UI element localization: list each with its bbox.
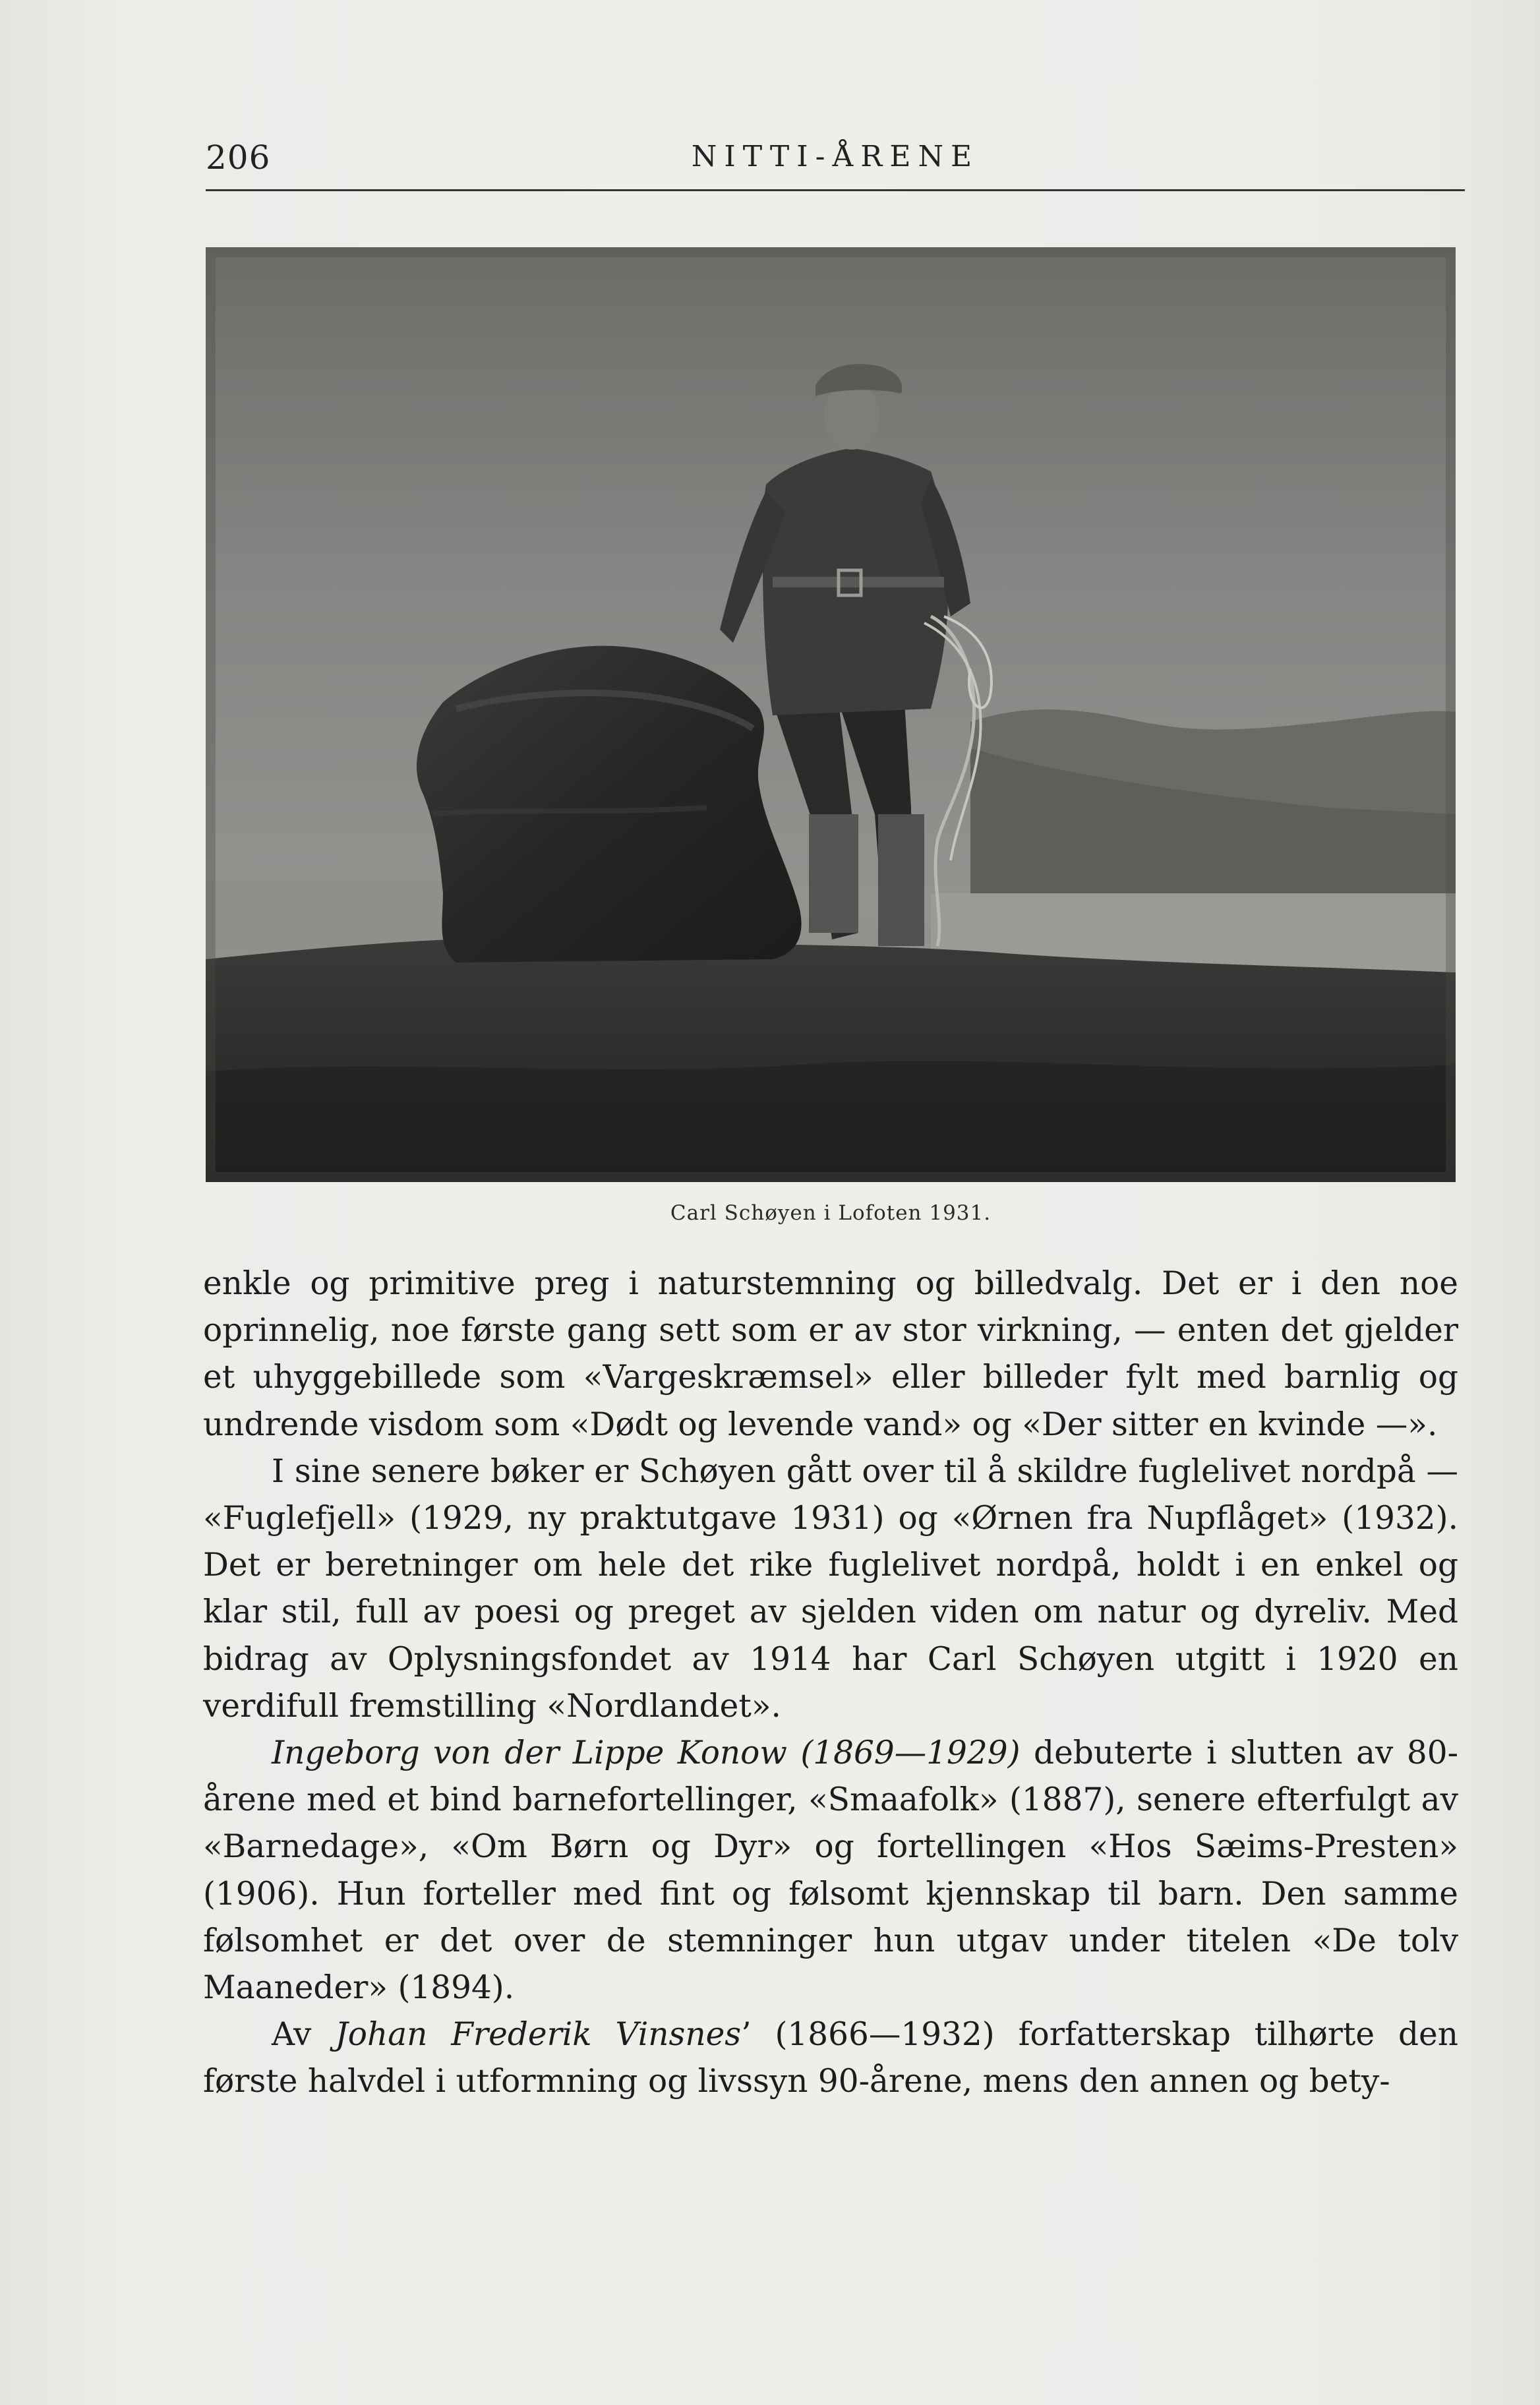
running-title: NITTI-ÅRENE <box>691 140 980 173</box>
photograph-icon <box>206 247 1456 1182</box>
author-name-vinsnes: Johan Frederik Vinsnes <box>335 2016 742 2054</box>
author-name-konow: Ingeborg von der Lippe Konow (1869—1929) <box>272 1735 1021 1772</box>
body-text <box>203 1261 1458 2106</box>
paragraph-4 <box>203 2011 1458 2105</box>
page-header <box>206 132 1465 178</box>
photograph <box>206 247 1456 1182</box>
paragraph-3-text: debuterte i slutten av 80-årene med et bind barnefortellinger, «Smaafolk» (1887), senere efterfulgt av «Barnedage», «Om Børn og Dyr» og fortellingen «Hos Sæims-Presten» (1906). Hun forteller med fint og følsomt kjennskap til barn. Den samme følsomhet er det over de stemninger hun utgav under titelen «De tolv Maaneder» (1894). <box>203 1735 1458 2007</box>
paragraph-2: I sine senere bøker er Schøyen gått over til å skildre fuglelivet nordpå — «Fuglefjell» (1929, ny praktutgave 1931) og «Ørnen fra Nupflåget» (1932). Det er beretninger om hele det rike fuglelivet nordpå, holdt i en enkel og klar stil, full av poesi og preget av sjelden viden om natur og dyreliv. Med bidrag av Oplysningsfondet av 1914 har Carl Schøyen utgitt i 1920 en verdifull fremstilling «Nordlandet». <box>203 1452 1458 1725</box>
paragraph-4-text: ’ (1866—1932) forfatterskap tilhørte den første halvdel i utformning og livssyn 90-årene, mens den annen og bety- <box>203 2016 1458 2100</box>
header-rule <box>206 189 1465 191</box>
paragraph-3 <box>203 1730 1458 2011</box>
page-number: 206 <box>206 138 271 177</box>
paragraph-1: enkle og primitive preg i naturstemning og billedvalg. Det er i den noe oprinnelig, noe første gang sett som er av stor virkning, — enten det gjelder et uhyggebillede som «Vargeskræmsel» eller billeder fylt med barnlig og undrende visdom som «Dødt og levende vand» og «Der sitter en kvinde —». <box>203 1265 1458 1443</box>
paragraph-4-lead: Av <box>272 2016 336 2054</box>
photo-caption: Carl Schøyen i Lofoten 1931. <box>670 1201 992 1225</box>
